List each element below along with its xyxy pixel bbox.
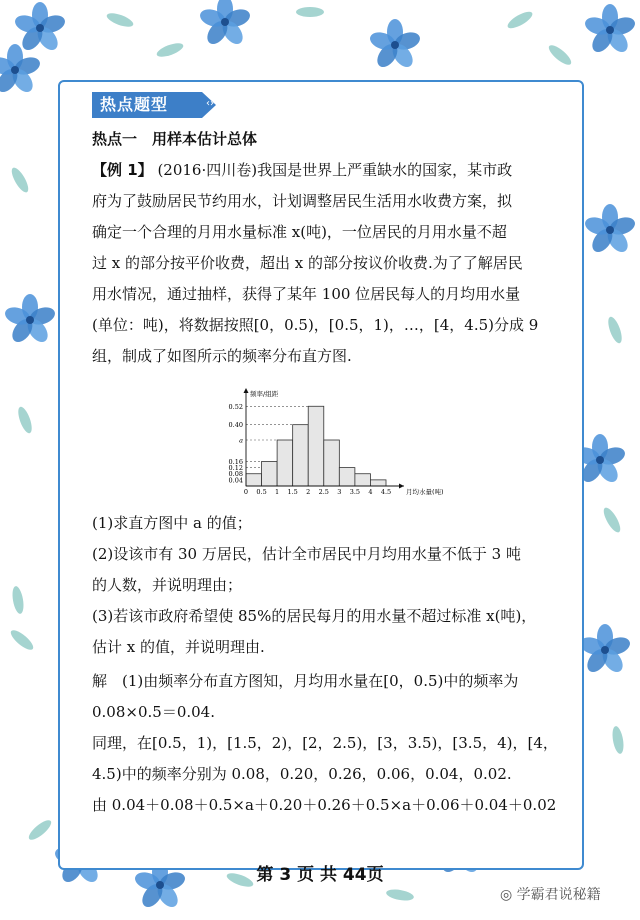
y-tick-label: 0.04 xyxy=(228,476,243,485)
watermark xyxy=(500,884,601,904)
question-line: (1)求直方图中 a 的值； xyxy=(92,514,252,532)
x-tick-label: 0 xyxy=(243,488,249,496)
page-number: 第 3 页 共 44页 xyxy=(256,865,384,885)
x-tick-label: 1 xyxy=(275,488,280,496)
flower-icon xyxy=(13,2,67,54)
y-tick-label: 0.40 xyxy=(228,421,243,430)
histogram-bar xyxy=(324,440,340,486)
x-tick-label: 2.5 xyxy=(318,488,329,496)
histogram-bar xyxy=(262,461,278,486)
flower-icon xyxy=(198,0,252,48)
flower-icon xyxy=(0,44,42,96)
problem-line: 府为了鼓励居民节约用水，计划调整居民生活用水收费方案，拟 xyxy=(92,192,513,210)
y-tick-label: 0.12 xyxy=(228,464,243,473)
question-line: (2)设该市有 30 万居民，估计全市居民中月均用水量不低于 3 吨 xyxy=(92,545,521,563)
frequency-histogram xyxy=(224,386,454,502)
x-tick-label: 2 xyxy=(306,488,311,496)
banner-title: 热点题型 xyxy=(92,92,202,118)
histogram-bar xyxy=(370,480,386,486)
flower-icon xyxy=(368,19,422,71)
question-line: 的人数，并说明理由； xyxy=(92,576,243,594)
x-tick-label: 4 xyxy=(368,488,373,496)
histogram-bar xyxy=(277,440,293,486)
flower-icon xyxy=(583,204,637,256)
solution-block xyxy=(92,666,558,821)
problem-line: 过 x 的部分按平价收费，超出 x 的部分按议价收费.为了了解居民 xyxy=(92,254,523,272)
x-axis-label: 月均水量(吨) xyxy=(406,488,444,496)
x-tick-label: 3 xyxy=(337,488,342,496)
y-tick-label: 0.08 xyxy=(228,470,243,479)
y-tick-label: 0.16 xyxy=(228,457,243,466)
solution-line: 由 0.04＋0.08＋0.5×a＋0.20＋0.26＋0.5×a＋0.06＋0.04＋0.02 xyxy=(92,796,557,814)
flower-icon xyxy=(3,294,57,346)
problem-block xyxy=(92,124,554,372)
problem-line: 组，制成了如图所示的频率分布直方图. xyxy=(92,347,352,365)
flower-icon xyxy=(583,4,637,56)
x-tick-label: 1.5 xyxy=(287,488,298,496)
y-arrow-icon xyxy=(244,388,249,393)
x-arrow-icon xyxy=(399,484,404,489)
section-banner xyxy=(92,92,232,118)
solution-line: 解 (1)由频率分布直方图知，月均用水量在[0，0.5)中的频率为 xyxy=(92,672,519,690)
y-tick-label: 0.52 xyxy=(228,402,243,411)
histogram-bar xyxy=(308,406,324,486)
histogram-bar xyxy=(355,474,371,486)
y-tick-label: a xyxy=(239,436,243,445)
x-tick-label: 3.5 xyxy=(349,488,361,496)
wechat-icon: ◎ xyxy=(500,887,513,903)
questions-block xyxy=(92,508,554,663)
problem-line: (单位：吨)，将数据按照[0，0.5)，[0.5，1)，…，[4，4.5)分成 9 xyxy=(92,316,539,334)
chevron-icon: ‹› xyxy=(206,98,214,109)
flower-icon xyxy=(578,624,632,676)
example-label: 【例 1】 xyxy=(92,161,153,179)
solution-line: 0.08×0.5＝0.04. xyxy=(92,703,215,721)
y-axis-label: 频率/组距 xyxy=(250,390,279,398)
solution-line: 4.5)中的频率分别为 0.08，0.20，0.26，0.06，0.04，0.02. xyxy=(92,765,512,783)
problem-line-text: (2016·四川卷)我国是世界上严重缺水的国家，某市政 xyxy=(157,161,513,179)
problem-line xyxy=(92,155,554,186)
question-line: 估计 x 的值，并说明理由. xyxy=(92,638,265,656)
question-line: (3)若该市政府希望使 85%的居民每月的用水量不超过标准 x(吨)， xyxy=(92,607,537,625)
watermark-text: 学霸君说秘籍 xyxy=(516,887,601,903)
histogram-bar xyxy=(293,425,309,486)
section-heading: 热点一 用样本估计总体 xyxy=(92,130,258,148)
problem-line: 用水情况，通过抽样，获得了某年 100 位居民每人的月均用水量 xyxy=(92,285,521,303)
histogram-bar xyxy=(339,468,355,486)
problem-line: 确定一个合理的月用水量标准 x(吨)，一位居民的月用水量不超 xyxy=(92,223,507,241)
solution-line: 同理，在[0.5，1)，[1.5，2)，[2，2.5)，[3，3.5)，[3.5，4)，[4， xyxy=(92,734,558,752)
histogram-bar xyxy=(246,474,262,486)
x-tick-label: 0.5 xyxy=(256,488,267,496)
x-tick-label: 4.5 xyxy=(380,488,392,496)
